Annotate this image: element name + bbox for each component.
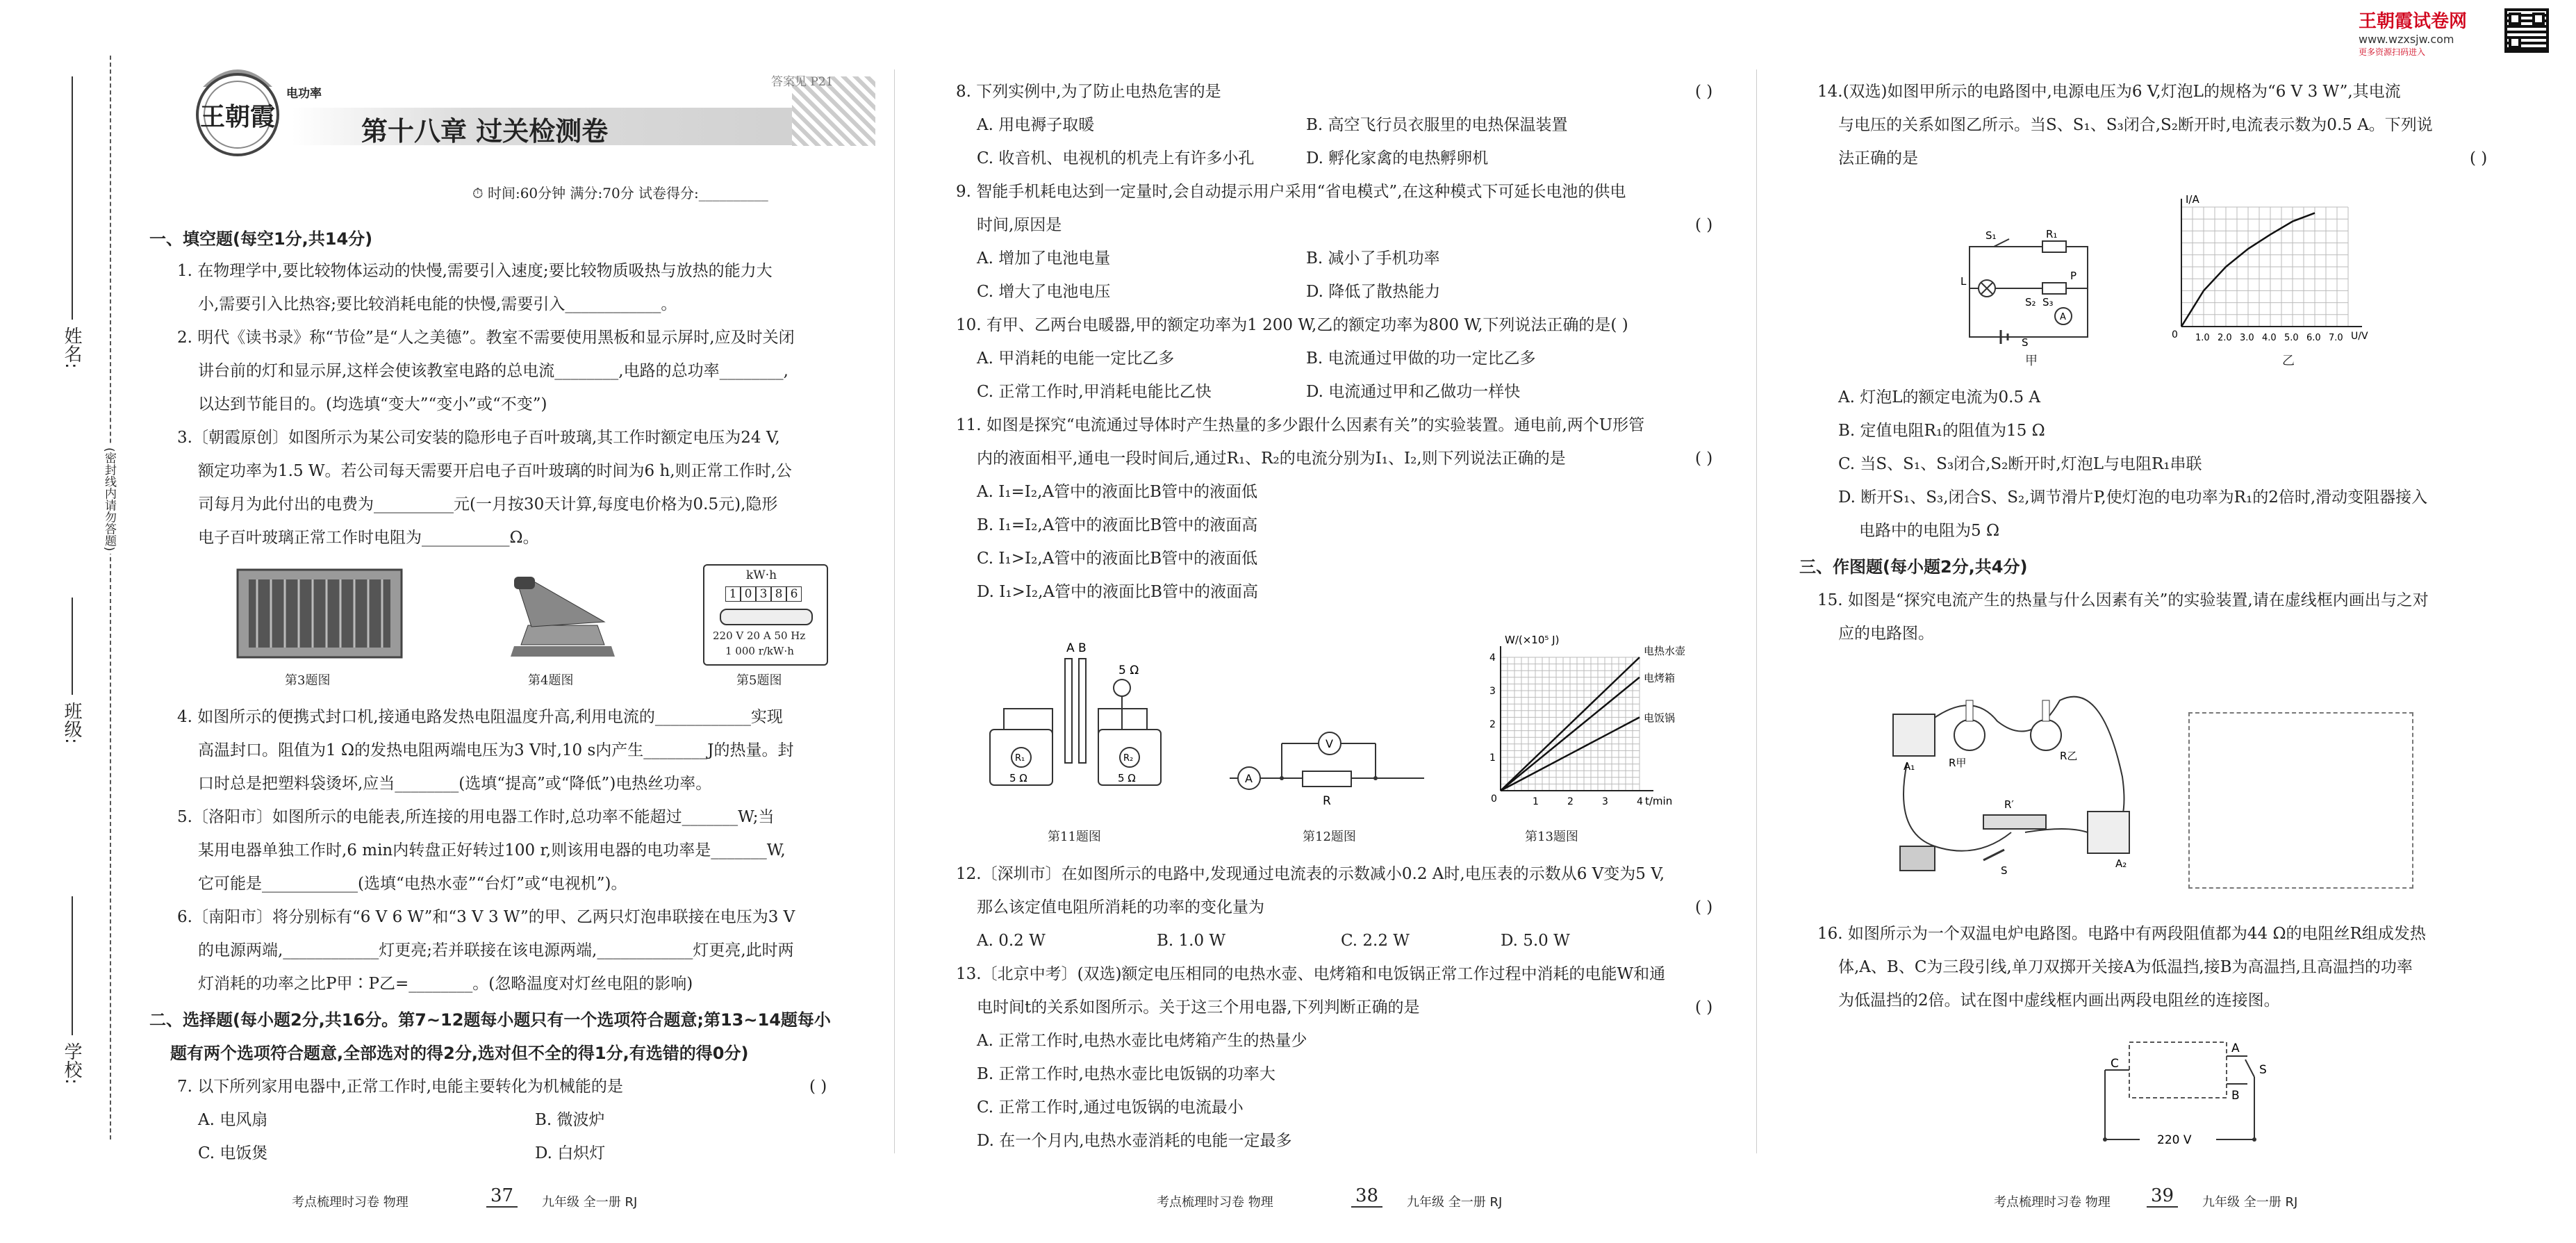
fig11-caption: 第11题图	[1048, 830, 1101, 844]
q6-line1: 6.〔南阳市〕将分别标有“6 V 6 W”和“3 V 3 W”的甲、乙两只灯泡串联接在电压为3 V	[177, 908, 795, 926]
q14-stem3: 法正确的是	[1838, 149, 1918, 167]
answer-ref: 答案见 P21	[771, 75, 834, 89]
exam-info: ⏱ 时间:60分钟 满分:70分 试卷得分:__________	[472, 185, 768, 201]
fig14-s1: S₁	[1985, 229, 1997, 242]
q13-opt-a[interactable]: A. 正常工作时,电热水壶比电烤箱产生的热量少	[977, 1032, 1307, 1050]
fig14-yi-caption: 乙	[2282, 354, 2295, 368]
x-tick-label: 3	[1602, 796, 1608, 807]
qr-code-icon[interactable]	[2504, 8, 2549, 53]
footer-grade: 九年级 全一册 RJ	[2202, 1195, 2298, 1210]
x-tick-label: 1	[1533, 796, 1539, 807]
q16-stem: 16. 如图所示为一个双温电炉电路图。电路中有两段阻值都为44 Ω的电阻丝R组成发热	[1817, 925, 2426, 943]
series-label: 电烤箱	[1644, 671, 1676, 684]
x-tick-label: 6.0	[2306, 333, 2321, 343]
q7-stem: 7. 以下所列家用电器中,正常工作时,电能主要转化为机械能的是	[177, 1078, 623, 1096]
fig5-caption: 第5题图	[736, 673, 782, 688]
q14-opt-c[interactable]: C. 当S、S₁、S₃闭合,S₂断开时,灯泡L与电阻R₁串联	[1838, 455, 2202, 473]
brand-name: 王朝霞	[199, 103, 276, 131]
q16-stem3: 为低温挡的2倍。试在图中虚线框内画出两段电阻丝的连接图。	[1838, 991, 2280, 1010]
fig14-a: A	[2060, 312, 2066, 322]
q11-answer-paren[interactable]: ( )	[1695, 450, 1713, 468]
footer-text-left: 考点梳理时习卷 物理	[1994, 1195, 2111, 1210]
q13-stem2: 电时间t的关系如图所示。关于这三个用电器,下列判断正确的是	[977, 998, 1420, 1016]
q8-stem: 8. 下列实例中,为了防止电热危害的是	[956, 83, 1221, 101]
section-fill-title: 一、填空题(每空1分,共14分)	[149, 229, 373, 249]
meter-digit: 1	[725, 586, 741, 602]
q7-opt-d[interactable]: D. 白炽灯	[535, 1144, 606, 1162]
q13-stem: 13.〔北京中考〕(双选)额定电压相同的电热水壶、电烤箱和电饭锅正常工作过程中消耗的电能W和通	[956, 965, 1666, 983]
fig14-r1: R₁	[2046, 229, 2058, 240]
q10-opt-b[interactable]: B. 电流通过甲做的功一定比乙多	[1306, 349, 1536, 368]
fig16-b: B	[2231, 1089, 2240, 1103]
fig11-apparatus	[976, 639, 1178, 806]
x-tick-label: 2.0	[2218, 333, 2232, 343]
q9-answer-paren[interactable]: ( )	[1695, 216, 1713, 234]
q10-opt-c[interactable]: C. 正常工作时,甲消耗电能比乙快	[977, 383, 1212, 401]
fig14-s: S	[2022, 336, 2029, 347]
meter-unit: kW·h	[746, 568, 777, 582]
q5-line3: 它可能是____________(选填“电热水壶”“台灯”或“电视机”)。	[198, 875, 627, 893]
page-title: 第十八章 过关检测卷	[361, 116, 609, 147]
section-draw-title: 三、作图题(每小题2分,共4分)	[1799, 557, 2028, 577]
q12-stem: 12.〔深圳市〕在如图所示的电路中,发现通过电流表的示数减小0.2 A时,电压表的示数从6 V变为5 V,	[956, 865, 1665, 883]
page-divider	[1756, 69, 1757, 1153]
page-number: 37	[486, 1185, 518, 1208]
school-field[interactable]	[72, 896, 73, 1035]
fig15-apparatus	[1879, 673, 2157, 881]
section-choice-title: 二、选择题(每小题2分,共16分。第7~12题每小题只有一个选项符合题意;第13~14题每小	[149, 1010, 831, 1030]
q8-opt-c[interactable]: C. 收音机、电视机的机壳上有许多小孔	[977, 149, 1255, 167]
fig11-ab-label: A B	[1066, 641, 1087, 655]
q13-opt-c[interactable]: C. 正常工作时,通过电饭锅的电流最小	[977, 1098, 1244, 1117]
watermark-logo	[2359, 7, 2497, 56]
meter-digit: 8	[771, 586, 786, 602]
fig14-s2: S₂	[2025, 296, 2036, 308]
y-tick-label: 3	[1489, 686, 1496, 697]
y-tick-label: 4	[1489, 652, 1496, 664]
q6-line3: 灯消耗的功率之比P甲∶P乙=________。(忽略温度对灯丝电阻的影响)	[198, 975, 693, 993]
q3-line1: 3.〔朝霞原创〕如图所示为某公司安装的隐形电子百叶玻璃,其工作时额定电压为24 V,	[177, 429, 780, 447]
q9-opt-b[interactable]: B. 减小了手机功率	[1306, 249, 1440, 267]
footer-text-left: 考点梳理时习卷 物理	[1157, 1195, 1273, 1210]
fig4-sealer-image	[500, 570, 625, 660]
q6-line2: 的电源两端,____________灯更亮;若并联接在该电源两端,____________灯更亮,此时两	[198, 941, 794, 960]
q9-stem2: 时间,原因是	[977, 216, 1062, 234]
q8-opt-d[interactable]: D. 孵化家禽的电热孵卵机	[1306, 149, 1489, 167]
watermark-hint: 更多资源扫码进入	[2359, 47, 2426, 57]
q15-stem: 15. 如图是“探究电流产生的热量与什么因素有关”的实验装置,请在虚线框内画出与之对	[1817, 591, 2429, 609]
y-axis-label: I/A	[2186, 193, 2199, 206]
ammeter-label: A	[1245, 772, 1253, 785]
fig16-circuit	[2084, 1035, 2306, 1160]
q11-stem: 11. 如图是探究“电流通过导体时产生热量的多少跟什么因素有关”的实验装置。通电前,两个U形管	[956, 416, 1645, 434]
q13-opt-b[interactable]: B. 正常工作时,电热水壶比电饭锅的功率大	[977, 1065, 1275, 1083]
y-axis-label: W/(×10⁵ J)	[1505, 634, 1560, 646]
fig11-top-ohm: 5 Ω	[1118, 664, 1139, 677]
q11-stem2: 内的液面相平,通电一段时间后,通过R₁、R₂的电流分别为I₁、I₂,则下列说法正确的是	[977, 450, 1566, 468]
fig16-a: A	[2231, 1042, 2240, 1055]
q9-opt-a[interactable]: A. 增加了电池电量	[977, 249, 1111, 267]
q15-stem2: 应的电路图。	[1838, 625, 1934, 643]
q14-opt-a[interactable]: A. 灯泡L的额定电流为0.5 A	[1838, 388, 2041, 406]
x-tick-label: 2	[1567, 796, 1574, 807]
x-tick-label: 1.0	[2195, 333, 2210, 343]
series-label: 电热水壶	[1644, 645, 1686, 657]
q7-opt-a[interactable]: A. 电风扇	[198, 1111, 268, 1129]
q12-opt-a[interactable]: A. 0.2 W	[977, 932, 1046, 950]
q12-answer-paren[interactable]: ( )	[1695, 898, 1713, 916]
fig5-energy-meter	[703, 564, 828, 666]
watermark-site: 王朝霞试卷网	[2359, 11, 2468, 32]
fig15-a2: A₂	[2115, 857, 2127, 870]
q8-opt-a[interactable]: A. 用电褥子取暖	[977, 116, 1095, 134]
x-tick-label: 7.0	[2329, 333, 2343, 343]
q10-opt-d[interactable]: D. 电流通过甲和乙做功一样快	[1306, 383, 1521, 401]
seal-notice: (密封线内请勿答题)	[101, 445, 118, 554]
page-number: 39	[2147, 1185, 2178, 1208]
meter-rating: 220 V 20 A 50 Hz	[713, 629, 806, 642]
series-label: 电饭锅	[1644, 711, 1676, 725]
q9-opt-d[interactable]: D. 降低了散热能力	[1306, 283, 1441, 301]
q5-line2: 某用电器单独工作时,6 min内转盘正好转过100 r,则该用电器的电功率是_______W,	[198, 841, 786, 859]
meter-disc-icon	[720, 609, 813, 625]
meter-digit: 6	[786, 586, 802, 602]
q10-opt-a[interactable]: A. 甲消耗的电能一定比乙多	[977, 349, 1175, 368]
fig14-circuit	[1959, 229, 2105, 347]
q2-line2: 讲台前的灯和显示屏,这样会使该教室电路的总电流________,电路的总功率________,	[198, 362, 789, 380]
q11-opt-a[interactable]: A. I₁=I₂,A管中的液面比B管中的液面低	[977, 483, 1257, 501]
fig15-s: S	[2001, 864, 2008, 877]
q9-opt-c[interactable]: C. 增大了电池电压	[977, 283, 1111, 301]
meter-digit: 3	[756, 586, 771, 602]
q15-drawing-box[interactable]	[2188, 712, 2413, 889]
fig15-a1: A₁	[1904, 760, 1915, 773]
x-tick-label: 4.0	[2262, 333, 2277, 343]
q14-stem2: 与电压的关系如图乙所示。当S、S₁、S₃闭合,S₂断开时,电流表示数为0.5 A。下列说	[1838, 116, 2433, 134]
fig12-circuit	[1230, 723, 1424, 813]
fig15-rb: R乙	[2060, 750, 2078, 762]
q9-stem: 9. 智能手机耗电达到一定量时,会自动提示用户采用“省电模式”,在这种模式下可延长电池的供电	[956, 183, 1626, 201]
fig13-chart-svg	[1466, 634, 1730, 816]
q14-opt-d-cont: 电路中的电阻为5 Ω	[1859, 522, 2000, 540]
q13-answer-paren[interactable]: ( )	[1695, 998, 1713, 1016]
footer-grade: 九年级 全一册 RJ	[1407, 1195, 1503, 1210]
x-tick-label: 5.0	[2284, 333, 2299, 343]
q3-line4: 电子百叶玻璃正常工作时电阻为___________Ω。	[198, 529, 539, 547]
fig14-s3: S₃	[2042, 296, 2054, 308]
q4-line3: 口时总是把塑料袋烫坏,应当________(选填“提高”或“降低”)电热丝功率。	[198, 775, 712, 793]
footer-text-left: 考点梳理时习卷 物理	[292, 1195, 408, 1210]
fig13-caption: 第13题图	[1525, 830, 1578, 844]
q7-opt-c[interactable]: C. 电饭煲	[198, 1144, 268, 1162]
page-number: 38	[1351, 1185, 1382, 1208]
fig4-caption: 第4题图	[528, 673, 574, 688]
x-tick-label: 4	[1637, 796, 1643, 807]
q14-stem: 14.(双选)如图甲所示的电路图中,电源电压为6 V,灯泡L的规格为“6 V 3 W”,其电流	[1817, 83, 2401, 101]
fig14-jia-caption: 甲	[2025, 354, 2038, 368]
q7-opt-b[interactable]: B. 微波炉	[535, 1111, 605, 1129]
q4-line1: 4. 如图所示的便携式封口机,接通电路发热电阻温度升高,利用电流的____________实现	[177, 708, 783, 726]
class-label: 班级:	[61, 702, 82, 744]
q8-answer-paren[interactable]: ( )	[1695, 83, 1713, 101]
q13-opt-d[interactable]: D. 在一个月内,电热水壶消耗的电能一定最多	[977, 1132, 1292, 1150]
origin-label: 0	[1491, 793, 1497, 805]
x-axis-label: t/min	[1645, 795, 1673, 807]
q11-opt-c[interactable]: C. I₁>I₂,A管中的液面比B管中的液面低	[977, 550, 1258, 568]
q12-opt-c[interactable]: C. 2.2 W	[1341, 932, 1410, 950]
fig3-caption: 第3题图	[285, 673, 331, 688]
fig11-r1-ohm: 5 Ω	[1009, 772, 1027, 784]
fig14-p: P	[2070, 270, 2077, 282]
y-tick-label: 2	[1489, 719, 1496, 730]
fig16-s: S	[2259, 1063, 2267, 1077]
fig3-blinds-image	[236, 568, 403, 659]
q12-opt-b[interactable]: B. 1.0 W	[1157, 932, 1226, 950]
fig16-c: C	[2111, 1057, 2119, 1071]
meter-digits	[725, 586, 802, 602]
chapter-tag: 电功率	[286, 87, 322, 101]
fig16-voltage: 220 V	[2157, 1133, 2192, 1147]
origin-label: 0	[2172, 329, 2178, 340]
q1-line2: 小,需要引入比热容;要比较消耗电能的快慢,需要引入____________。	[198, 295, 677, 313]
voltmeter-label: V	[1326, 737, 1333, 750]
q2-line3: 以达到节能目的。(均选填“变大”“变小”或“不变”)	[198, 395, 547, 413]
q1-line1: 1. 在物理学中,要比较物体运动的快慢,需要引入速度;要比较物质吸热与放热的能力大	[177, 262, 773, 280]
q14-answer-paren[interactable]: ( )	[2470, 149, 2488, 167]
meter-digit: 0	[741, 586, 756, 602]
fig11-r2: R₂	[1123, 753, 1134, 764]
q11-opt-d[interactable]: D. I₁>I₂,A管中的液面比B管中的液面高	[977, 583, 1258, 601]
fig14-iv-chart	[2161, 193, 2390, 347]
fig12-caption: 第12题图	[1303, 830, 1356, 844]
q2-line1: 2. 明代《读书录》称“节俭”是“人之美德”。教室不需要使用黑板和显示屏时,应及时关闭	[177, 329, 795, 347]
cut-line	[110, 56, 111, 1139]
q16-stem2: 体,A、B、C为三段引线,单刀双掷开关接A为低温挡,接B为高温挡,且高温挡的功率	[1838, 958, 2413, 976]
q3-line3: 司每月为此付出的电费为__________元(一月按30天计算,每度电价格为0.5元),隐形	[198, 495, 778, 513]
name-field[interactable]	[72, 76, 73, 320]
page-divider	[894, 69, 895, 1153]
q11-opt-b[interactable]: B. I₁=I₂,A管中的液面比B管中的液面高	[977, 516, 1258, 534]
fig13-chart	[1466, 634, 1730, 816]
q3-line2: 额定功率为1.5 W。若公司每天需要开启电子百叶玻璃的时间为6 h,则正常工作时,公	[198, 462, 792, 480]
q14-opt-d[interactable]: D. 断开S₁、S₃,闭合S、S₂,调节滑片P,使灯泡的电功率为R₁的2倍时,滑动变阻器接入	[1838, 488, 2428, 507]
binding-margin	[0, 0, 139, 1243]
fig11-r2-ohm: 5 Ω	[1118, 772, 1136, 784]
meter-rev: 1 000 r/kW·h	[725, 645, 794, 657]
q12-stem2: 那么该定值电阻所消耗的功率的变化量为	[977, 898, 1264, 916]
fig11-r1: R₁	[1015, 753, 1025, 764]
fig15-ra: R甲	[1949, 757, 1967, 769]
q7-answer-paren[interactable]: ( )	[809, 1078, 827, 1096]
footer-grade: 九年级 全一册 RJ	[542, 1195, 638, 1210]
brand-logo	[182, 49, 293, 160]
q14-opt-b[interactable]: B. 定值电阻R₁的阻值为15 Ω	[1838, 422, 2045, 440]
fig15-rp: R′	[2004, 798, 2014, 811]
x-axis-label: U/V	[2351, 331, 2368, 342]
section-choice-title2: 题有两个选项符合题意,全部选对的得2分,选对但不全的得1分,有选错的得0分)	[170, 1044, 749, 1063]
y-tick-label: 1	[1489, 752, 1496, 764]
resistor-label: R	[1323, 794, 1331, 808]
watermark-url: www.wzxsjw.com	[2359, 33, 2454, 46]
q5-line1: 5.〔洛阳市〕如图所示的电能表,所连接的用电器工作时,总功率不能超过_______W;当	[177, 808, 775, 826]
name-label: 姓名:	[61, 327, 82, 369]
q4-line2: 高温封口。阻值为1 Ω的发热电阻两端电压为3 V时,10 s内产生________J的热量。封	[198, 741, 794, 759]
q10-stem: 10. 有甲、乙两台电暖器,甲的额定功率为1 200 W,乙的额定功率为800 W,下列说法正确的是( )	[956, 316, 1628, 334]
school-label: 学校:	[61, 1042, 82, 1085]
q8-opt-b[interactable]: B. 高空飞行员衣服里的电热保温装置	[1306, 116, 1568, 134]
fig14-l: L	[1960, 275, 1967, 288]
fig14-chart-svg	[2161, 193, 2390, 347]
x-tick-label: 3.0	[2240, 333, 2254, 343]
class-field[interactable]	[72, 598, 73, 695]
q12-opt-d[interactable]: D. 5.0 W	[1501, 932, 1570, 950]
